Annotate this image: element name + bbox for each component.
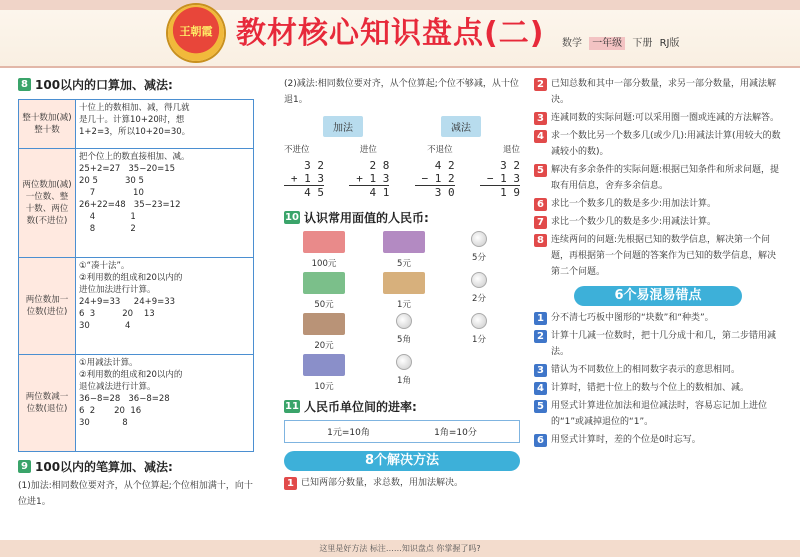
- row-line: 30 8: [79, 418, 128, 428]
- calc-middle: [284, 172, 324, 185]
- right-column: [534, 76, 782, 450]
- mistake-number: 2: [534, 330, 547, 343]
- row-line: 6 2 20 16: [79, 406, 142, 416]
- written-subtraction-text: (2)减法:相同数位要对齐，从个位算起;个位不够减，从十位退1。: [284, 79, 519, 105]
- mistake-text: 分不清七巧板中图形的“块数”和“种类”。: [551, 313, 714, 323]
- method-number: 7: [534, 216, 547, 229]
- row-line: 30 4: [79, 321, 131, 331]
- calc-op: +: [290, 172, 298, 185]
- money-label: 50元: [314, 300, 334, 310]
- coin-icon: [396, 313, 412, 329]
- section-11-number: 11: [285, 401, 299, 412]
- row-line: 4 1: [79, 212, 136, 222]
- method-text: 连减同数的实际问题:可以采用圈一圈或连减的方法解答。: [551, 113, 780, 123]
- section-11-heading: 人民币单位间的进率:: [304, 400, 417, 414]
- calc-middle: [480, 172, 520, 185]
- calc-middle: [349, 172, 389, 185]
- row-head: 两位数加一位数(进位): [19, 258, 76, 355]
- rate-jiao-fen: 1角=10分: [434, 428, 477, 438]
- row-line: 36−8=28 36−8=28: [79, 394, 170, 404]
- note-20: [284, 313, 364, 351]
- banknote-50-icon: [303, 272, 345, 294]
- mistake-number: 4: [534, 382, 547, 395]
- table-row: [19, 355, 254, 452]
- row-line: 把个位上的数直接相加、减。: [79, 152, 190, 162]
- mistake-item: [534, 328, 782, 360]
- calc-column-labels: [284, 143, 520, 155]
- brand-logo: [168, 5, 224, 61]
- calc-op: −: [421, 172, 429, 185]
- method-item: [534, 128, 782, 160]
- vertical-calc: [284, 159, 324, 199]
- vertical-calc: [349, 159, 389, 199]
- method-text: 已知两部分数量，求总数，用加法解决。: [301, 478, 464, 488]
- middle-column: [284, 76, 520, 493]
- calc-result: 4 5: [284, 185, 324, 199]
- note-50: [284, 272, 364, 310]
- method-text: 求比一个数多几的数是多少:用加法计算。: [551, 199, 717, 209]
- row-line: 6 3 20 13: [79, 309, 155, 319]
- method-text: 连续两问的问题:先根据已知的数学信息，解决第一个问题，再根据第一个问题的答案作为已知的数学信息，解决第二个问题。: [551, 235, 777, 277]
- section-8-title: [18, 76, 258, 93]
- money-label: 1分: [472, 335, 486, 345]
- row-line: 是几十。计算10+20时，想: [79, 115, 185, 125]
- row-body: [76, 100, 254, 149]
- col-label: 不进位: [284, 145, 310, 155]
- vertical-calcs: [284, 159, 520, 199]
- mistake-item: [534, 380, 782, 396]
- mistake-number: 6: [534, 434, 547, 447]
- money-label: 1角: [397, 376, 411, 386]
- logo-text: 王朝霞: [179, 25, 213, 38]
- section-10-number: 10: [285, 212, 299, 223]
- section-11-title: [284, 398, 520, 415]
- mistake-item: [534, 362, 782, 378]
- col-label: 退位: [502, 145, 520, 155]
- term-label: 下册: [632, 38, 653, 49]
- mistake-number: 3: [534, 364, 547, 377]
- row-body: [76, 149, 254, 258]
- calc-bottom: 1 3: [369, 172, 390, 185]
- row-line: 进位加法进行计算。: [79, 285, 156, 295]
- banknote-1-icon: [383, 272, 425, 294]
- section-10-title: [284, 209, 520, 226]
- subject-label: 数学: [562, 38, 582, 49]
- calc-op: +: [356, 172, 363, 185]
- mistake-number: 1: [534, 312, 547, 325]
- coin-1fen: [444, 313, 514, 351]
- row-line: 26+22=48 35−23=12: [79, 200, 181, 210]
- coin-2fen: [444, 272, 514, 310]
- mistakes-banner: 6个易混易错点: [574, 286, 742, 306]
- calc-bottom: 1 3: [500, 172, 520, 185]
- row-line: 十位上的数相加、减，得几就: [79, 103, 190, 113]
- coin-icon: [396, 354, 412, 370]
- row-head: 整十数加(减)整十数: [19, 100, 76, 149]
- method-number: 3: [534, 112, 547, 125]
- method-number: 6: [534, 198, 547, 211]
- banknote-100-icon: [303, 231, 345, 253]
- mistake-text: 用竖式计算进位加法和退位减法时，容易忘记加上进位的“1”或减掉退位的“1”。: [551, 401, 768, 427]
- row-line: 1+2=3，所以10+20=30。: [79, 127, 191, 137]
- currency-grid: [284, 231, 520, 392]
- method-number: 5: [534, 164, 547, 177]
- col-label: 不退位: [427, 145, 453, 155]
- money-label: 2分: [472, 294, 486, 304]
- method-number: 4: [534, 130, 547, 143]
- col-label: 进位: [359, 145, 377, 155]
- mistake-item: [534, 310, 782, 326]
- method-number: 8: [534, 234, 547, 247]
- method-item: [534, 162, 782, 194]
- section-9-title: [18, 458, 258, 475]
- method-number: 1: [284, 477, 297, 490]
- method-text: 求一个数比另一个数多几(或少几):用减法计算(用较大的数减较小的数)。: [551, 131, 781, 157]
- method-text: 求比一个数少几的数是多少:用减法计算。: [551, 217, 717, 227]
- mistake-item: [534, 432, 782, 448]
- methods-banner: 8个解决方法: [284, 451, 520, 471]
- coin-icon: [471, 231, 487, 247]
- calc-top: 2 8: [369, 159, 390, 172]
- money-label: 10元: [314, 382, 334, 392]
- method-item: [534, 110, 782, 126]
- table-row: [19, 258, 254, 355]
- money-label: 20元: [314, 341, 334, 351]
- subtraction-label: 减法: [441, 116, 481, 137]
- mistake-number: 5: [534, 400, 547, 413]
- method-text: 解决有多余条件的实际问题:根据已知条件和所求问题，提取有用信息，舍弃多余信息。: [551, 165, 780, 191]
- page-header: [0, 0, 800, 68]
- mistake-text: 错认为不同数位上的相同数字表示的意思相同。: [551, 365, 741, 375]
- calc-bottom: 1 2: [434, 172, 455, 185]
- row-line: 8 2: [79, 224, 136, 234]
- money-label: 5角: [397, 335, 411, 345]
- edition-label: RJ版: [659, 38, 680, 49]
- mistake-item: [534, 398, 782, 430]
- left-column: [18, 76, 258, 510]
- exchange-rate-box: [284, 420, 520, 443]
- method-item: [534, 232, 782, 280]
- mental-math-table: [18, 99, 254, 452]
- row-head: 两位数减一位数(退位): [19, 355, 76, 452]
- rate-yuan-jiao: 1元=10角: [327, 428, 370, 438]
- coin-1jiao: [364, 354, 444, 392]
- page-title: 教材核心知识盘点(二): [236, 16, 545, 51]
- coin-icon: [471, 272, 487, 288]
- calc-type-labels: [284, 116, 520, 137]
- calc-result: 4 1: [349, 185, 389, 199]
- row-line: ①“凑十法”。: [79, 261, 130, 271]
- section-8-heading: 100以内的口算加、减法:: [35, 78, 173, 92]
- row-head: 两位数加(减)一位数、整十数、两位数(不进位): [19, 149, 76, 258]
- banknote-5-icon: [383, 231, 425, 253]
- calc-middle: [415, 172, 455, 185]
- calc-result: 1 9: [480, 185, 520, 199]
- row-line: ②利用数的组成和20以内的: [79, 273, 183, 283]
- row-line: ②利用数的组成和20以内的: [79, 370, 183, 380]
- table-row: [19, 149, 254, 258]
- method-item: [284, 475, 520, 491]
- calc-bottom: 1 3: [304, 172, 324, 185]
- note-1: [364, 272, 444, 310]
- calc-top: 3 2: [500, 159, 520, 172]
- calc-top: 3 2: [304, 159, 324, 172]
- row-line: 20 5 30 5: [79, 176, 144, 186]
- money-label: 100元: [311, 259, 337, 269]
- section-8-number: 8: [18, 78, 31, 91]
- money-label: 5分: [472, 253, 486, 263]
- section-9-heading: 100以内的笔算加、减法:: [35, 460, 173, 474]
- note-100: [284, 231, 364, 269]
- row-line: 24+9=33 24+9=33: [79, 297, 176, 307]
- section-10-heading: 认识常用面值的人民币:: [304, 211, 429, 225]
- page-footer: 这里是好方法 标注……知识盘点 你掌握了吗?: [0, 540, 800, 557]
- table-row: [19, 100, 254, 149]
- method-item: [534, 76, 782, 108]
- money-label: 1元: [397, 300, 411, 310]
- method-number: 2: [534, 78, 547, 91]
- mistake-text: 计算十几减一位数时，把十几分成十和几，第二步错用减法。: [551, 331, 777, 357]
- calc-op: −: [486, 172, 494, 185]
- row-line: ①用减法计算。: [79, 358, 138, 368]
- row-body: [76, 355, 254, 452]
- method-item: [534, 196, 782, 212]
- banknote-10-icon: [303, 354, 345, 376]
- row-line: 7 10: [79, 188, 144, 198]
- section-9-number: 9: [18, 460, 31, 473]
- addition-label: 加法: [323, 116, 363, 137]
- note-10: [284, 354, 364, 392]
- written-addition-text: (1)加法:相同数位要对齐，从个位算起;个位相加满十，向十位进1。: [18, 481, 253, 507]
- row-body: [76, 258, 254, 355]
- mistake-text: 计算时，错把十位上的数与个位上的数相加、减。: [551, 383, 750, 393]
- grade-label: 一年级: [589, 37, 625, 50]
- coin-5fen: [444, 231, 514, 269]
- vertical-calc: [415, 159, 455, 199]
- row-line: 25+2=27 35−20=15: [79, 164, 176, 174]
- banknote-20-icon: [303, 313, 345, 335]
- coin-5jiao: [364, 313, 444, 351]
- mistake-text: 用竖式计算时，差的个位是0时忘写。: [551, 435, 701, 445]
- note-5: [364, 231, 444, 269]
- money-label: 5元: [397, 259, 411, 269]
- book-meta: [562, 34, 683, 49]
- row-line: 退位减法进行计算。: [79, 382, 156, 392]
- vertical-calc: [480, 159, 520, 199]
- method-item: [534, 214, 782, 230]
- calc-top: 4 2: [434, 159, 455, 172]
- coin-icon: [471, 313, 487, 329]
- calc-result: 3 0: [415, 185, 455, 199]
- method-text: 已知总数和其中一部分数量，求另一部分数量，用减法解决。: [551, 79, 777, 105]
